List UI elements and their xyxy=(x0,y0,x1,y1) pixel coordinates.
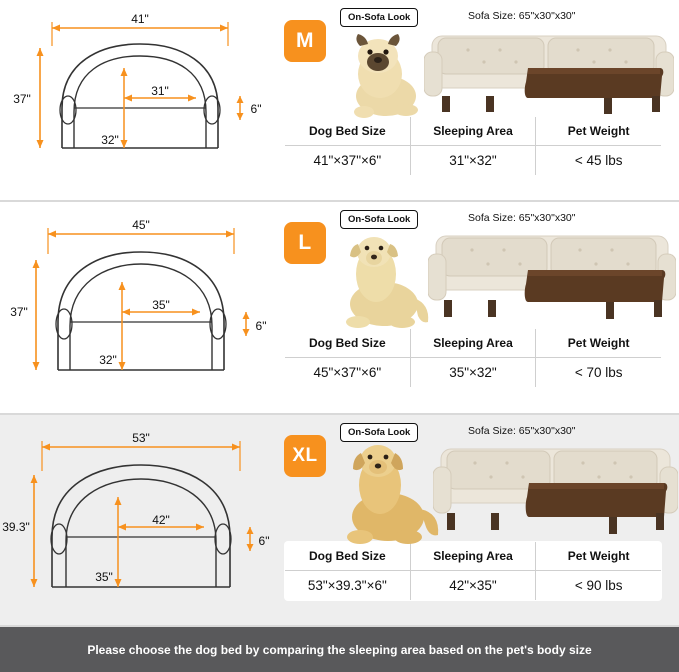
dim-inner-width-l: 35" xyxy=(152,298,170,312)
dim-height-l: 37" xyxy=(10,305,28,319)
col-header-bed-size: Dog Bed Size xyxy=(285,329,411,358)
sofa-illustration-m xyxy=(424,18,674,122)
dog-illustration-golden-retriever xyxy=(330,437,456,549)
size-row-l xyxy=(0,202,679,415)
spec-table-m xyxy=(284,116,662,176)
dim-height-xl: 39.3" xyxy=(2,520,30,534)
sofa-illustration-l xyxy=(428,222,676,330)
dim-thickness-xl: 6" xyxy=(258,534,270,548)
col-header-bed-size: Dog Bed Size xyxy=(285,117,411,146)
size-row-xl xyxy=(0,415,679,627)
size-row-m xyxy=(0,0,679,202)
cell-bed-size: 45"×37"×6" xyxy=(285,358,411,388)
product-photo-pane-l xyxy=(272,202,679,413)
on-sofa-look-tag-xl: On-Sofa Look xyxy=(340,423,418,442)
dim-inner-depth-l: 32" xyxy=(99,353,117,367)
col-header-sleeping-area: Sleeping Area xyxy=(410,117,536,146)
dim-inner-depth-xl: 35" xyxy=(95,570,113,584)
dog-illustration-pug xyxy=(334,22,444,122)
dim-width-m: 41" xyxy=(131,12,149,26)
col-header-bed-size: Dog Bed Size xyxy=(285,542,411,571)
size-badge-m: M xyxy=(284,20,326,62)
spec-table-xl xyxy=(284,541,662,601)
cell-pet-weight: < 70 lbs xyxy=(536,358,662,388)
col-header-pet-weight: Pet Weight xyxy=(536,542,662,571)
dim-thickness-l: 6" xyxy=(255,319,267,333)
table-row xyxy=(285,358,662,388)
on-sofa-look-tag-m: On-Sofa Look xyxy=(340,8,418,27)
sofa-size-label-l: Sofa Size: 65"x30"x30" xyxy=(468,212,576,224)
dog-bed-diagram-l xyxy=(0,202,272,413)
cell-bed-size: 53"×39.3"×6" xyxy=(285,571,411,601)
size-badge-l: L xyxy=(284,222,326,264)
cell-sleeping-area: 35"×32" xyxy=(410,358,536,388)
product-photo-pane-m xyxy=(272,0,679,200)
col-header-sleeping-area: Sleeping Area xyxy=(410,329,536,358)
footer-note: Please choose the dog bed by comparing the sleeping area based on the pet's body size xyxy=(0,627,679,672)
col-header-sleeping-area: Sleeping Area xyxy=(410,542,536,571)
dog-bed-diagram-m xyxy=(0,0,272,200)
sofa-illustration-xl xyxy=(433,435,678,545)
spec-table-l xyxy=(284,328,662,388)
sofa-size-label-m: Sofa Size: 65"x30"x30" xyxy=(468,10,576,22)
cell-bed-size: 41"×37"×6" xyxy=(285,146,411,176)
dim-inner-depth-m: 32" xyxy=(101,133,119,147)
cell-pet-weight: < 90 lbs xyxy=(536,571,662,601)
cell-sleeping-area: 42"×35" xyxy=(410,571,536,601)
dim-inner-width-xl: 42" xyxy=(152,513,170,527)
dim-width-l: 45" xyxy=(132,218,150,232)
cell-pet-weight: < 45 lbs xyxy=(536,146,662,176)
size-badge-xl: XL xyxy=(284,435,326,477)
sofa-size-label-xl: Sofa Size: 65"x30"x30" xyxy=(468,425,576,437)
dog-bed-diagram-xl xyxy=(0,415,272,625)
on-sofa-look-tag-l: On-Sofa Look xyxy=(340,210,418,229)
col-header-pet-weight: Pet Weight xyxy=(536,117,662,146)
dim-height-m: 37" xyxy=(13,92,31,106)
dog-illustration-labrador xyxy=(328,226,450,334)
product-photo-pane-xl xyxy=(272,415,679,625)
dim-inner-width-m: 31" xyxy=(151,84,169,98)
cell-sleeping-area: 31"×32" xyxy=(410,146,536,176)
table-row xyxy=(285,146,662,176)
col-header-pet-weight: Pet Weight xyxy=(536,329,662,358)
dim-width-xl: 53" xyxy=(132,431,150,445)
table-row xyxy=(285,571,662,601)
dim-thickness-m: 6" xyxy=(250,102,262,116)
